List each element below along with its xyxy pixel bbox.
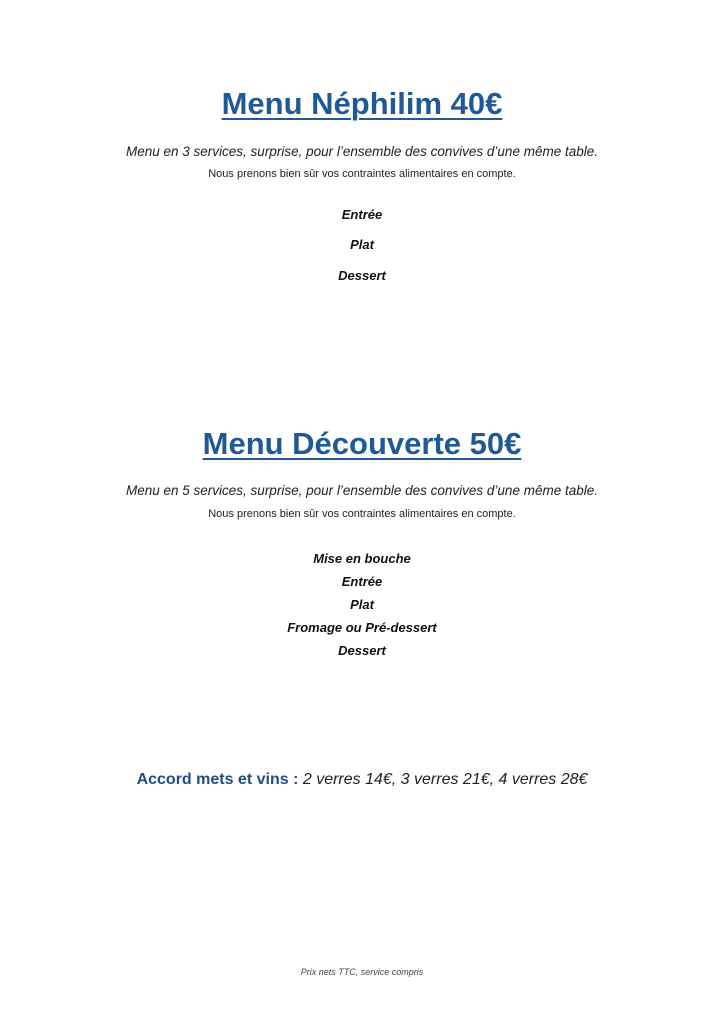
menu-nephilim-note: Nous prenons bien sûr vos contraintes alimentaires en compte. <box>208 168 516 180</box>
menu-decouverte-course: Dessert <box>338 643 386 658</box>
menu-decouverte-course: Plat <box>350 597 374 612</box>
menu-nephilim-course: Plat <box>350 237 374 252</box>
menu-decouverte-title: Menu Découverte 50€ <box>202 426 522 461</box>
menu-decouverte-course: Entrée <box>341 574 383 589</box>
menu-decouverte-note: Nous prenons bien sûr vos contraintes alimentaires en compte. <box>208 508 516 520</box>
menu-decouverte-course: Fromage ou Pré-dessert <box>287 620 437 635</box>
wine-pairing-label: Accord mets et vins : <box>136 771 299 788</box>
menu-nephilim-course: Dessert <box>338 268 386 283</box>
menu-nephilim-title: Menu Néphilim 40€ <box>221 86 503 121</box>
footer-price-note: Prix nets TTC, service compris <box>300 967 424 977</box>
menu-nephilim-course: Entrée <box>341 207 383 222</box>
menu-nephilim-description: Menu en 3 services, surprise, pour l’ensemble des convives d’une même table. <box>126 144 598 159</box>
menu-decouverte-course: Mise en bouche <box>313 551 411 566</box>
menu-decouverte-description: Menu en 5 services, surprise, pour l’ensemble des convives d’une même table. <box>126 483 598 498</box>
wine-pairing-value: 2 verres 14€, 3 verres 21€, 4 verres 28€ <box>302 771 588 788</box>
wine-pairing <box>0 771 724 789</box>
